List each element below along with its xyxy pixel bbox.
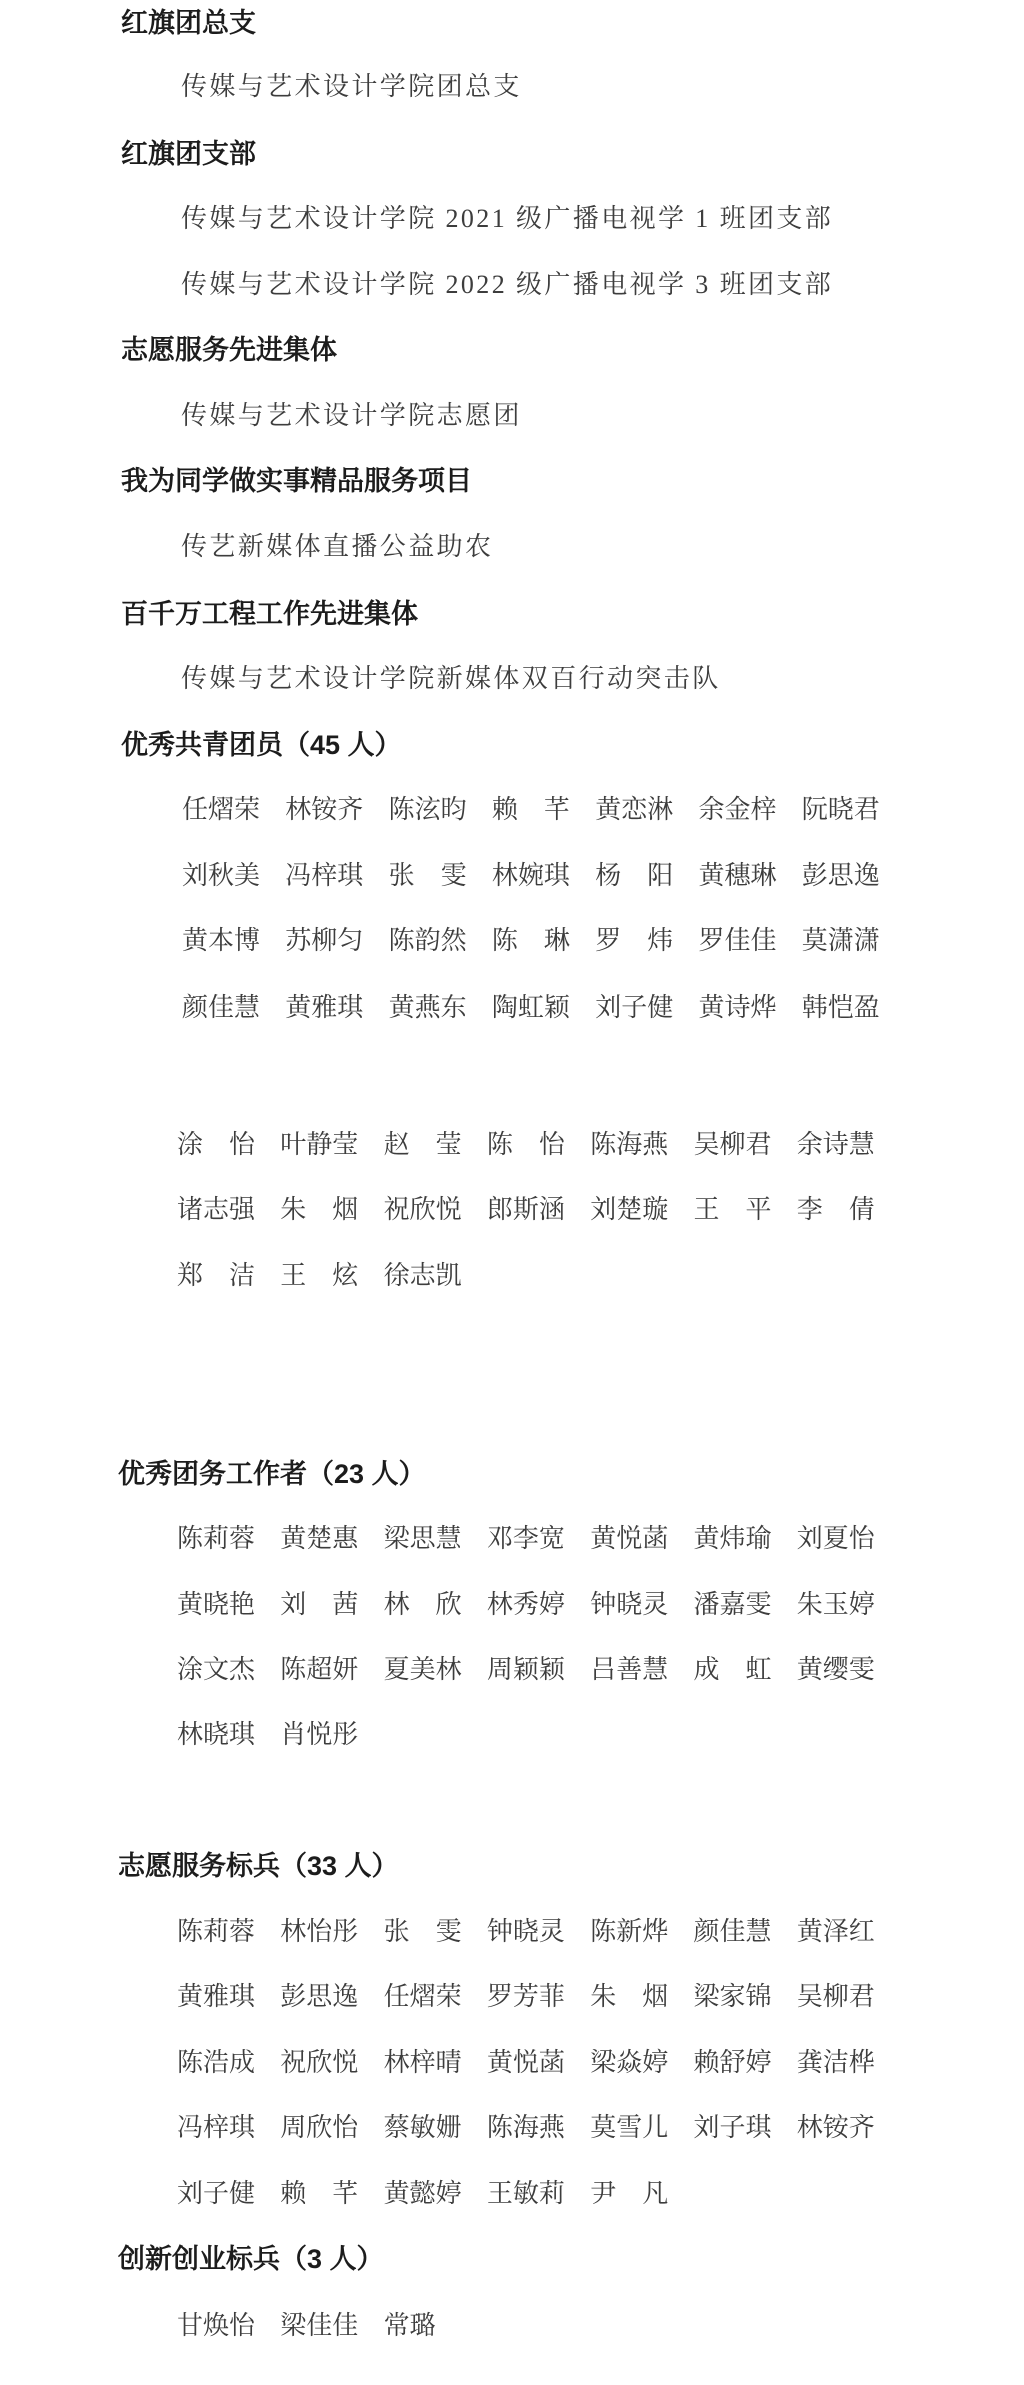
honoree-name: 刘子琪 bbox=[693, 2113, 772, 2142]
honoree-name: 邓李宽 bbox=[486, 1524, 565, 1553]
honoree-name: 张 雯 bbox=[383, 1917, 462, 1946]
honoree-name: 王 平 bbox=[693, 1195, 772, 1224]
honoree-name: 林梓晴 bbox=[383, 2048, 462, 2077]
name-row bbox=[177, 1977, 900, 2017]
honoree-name: 陈海燕 bbox=[486, 2113, 565, 2142]
honoree-name: 罗佳佳 bbox=[698, 926, 777, 955]
section-heading-volunteer-exemplars: 志愿服务标兵（33 人） bbox=[118, 1851, 399, 1881]
name-row bbox=[177, 1715, 384, 1755]
honoree-name: 涂文杰 bbox=[177, 1655, 256, 1684]
honoree-name: 郎斯涵 bbox=[486, 1195, 565, 1224]
honoree-name: 陈莉蓉 bbox=[177, 1917, 256, 1946]
honoree-name: 彭思逸 bbox=[801, 861, 880, 890]
section-heading-outstanding-workers: 优秀团务工作者（23 人） bbox=[118, 1459, 426, 1489]
name-row bbox=[177, 1650, 900, 1690]
honoree-name: 梁家锦 bbox=[693, 1982, 772, 2011]
honoree-name: 林铵齐 bbox=[796, 2113, 875, 2142]
name-row bbox=[182, 856, 905, 896]
honoree-name: 任熠荣 bbox=[383, 1982, 462, 2011]
honoree-name: 赖 芊 bbox=[280, 2179, 359, 2208]
honoree-name: 龚洁桦 bbox=[796, 2048, 875, 2077]
honoree-name: 苏柳匀 bbox=[285, 926, 364, 955]
name-row bbox=[177, 2306, 487, 2346]
honoree-name: 林 欣 bbox=[383, 1590, 462, 1619]
honoree-name: 黄悦菡 bbox=[486, 2048, 565, 2077]
honoree-name: 李 倩 bbox=[796, 1195, 875, 1224]
name-row bbox=[177, 2108, 900, 2148]
honoree-name: 朱 烟 bbox=[280, 1195, 359, 1224]
honoree-name: 钟晓灵 bbox=[590, 1590, 669, 1619]
honoree-name: 杨 阳 bbox=[595, 861, 674, 890]
honoree-name: 梁焱婷 bbox=[590, 2048, 669, 2077]
name-row bbox=[177, 1519, 900, 1559]
honoree-name: 黄穗琳 bbox=[698, 861, 777, 890]
honoree-name: 陈泫昀 bbox=[388, 795, 467, 824]
honoree-name: 张 雯 bbox=[388, 861, 467, 890]
section-heading-innovation-exemplars: 创新创业标兵（3 人） bbox=[118, 2244, 384, 2274]
honoree-name: 吴柳君 bbox=[693, 1130, 772, 1159]
honoree-name: 韩恺盈 bbox=[801, 993, 880, 1022]
honoree-name: 刘楚璇 bbox=[590, 1195, 669, 1224]
honoree-name: 莫潇潇 bbox=[801, 926, 880, 955]
honoree-name: 罗芳菲 bbox=[486, 1982, 565, 2011]
section-item: 传媒与艺术设计学院志愿团 bbox=[181, 401, 522, 430]
honoree-name: 祝欣悦 bbox=[280, 2048, 359, 2077]
honoree-name: 成 虹 bbox=[693, 1655, 772, 1684]
honoree-name: 钟晓灵 bbox=[486, 1917, 565, 1946]
name-row bbox=[177, 2174, 693, 2214]
name-row bbox=[177, 1585, 900, 1625]
honoree-name: 阮晓君 bbox=[801, 795, 880, 824]
section-heading-service-project: 我为同学做实事精品服务项目 bbox=[121, 466, 472, 496]
honoree-name: 叶静莹 bbox=[280, 1130, 359, 1159]
honoree-name: 陈浩成 bbox=[177, 2048, 256, 2077]
honoree-name: 林婉琪 bbox=[491, 861, 570, 890]
honoree-name: 陈超妍 bbox=[280, 1655, 359, 1684]
section-heading-outstanding-members: 优秀共青团员（45 人） bbox=[121, 730, 402, 760]
honoree-name: 黄懿婷 bbox=[383, 2179, 462, 2208]
honoree-name: 黄恋淋 bbox=[595, 795, 674, 824]
honoree-name: 黄晓艳 bbox=[177, 1590, 256, 1619]
section-item: 传媒与艺术设计学院 2021 级广播电视学 1 班团支部 bbox=[181, 204, 834, 233]
honoree-name: 陈 琳 bbox=[491, 926, 570, 955]
name-row bbox=[177, 1912, 900, 1952]
honoree-name: 蔡敏姗 bbox=[383, 2113, 462, 2142]
name-row bbox=[177, 1190, 900, 1230]
honoree-name: 王 炫 bbox=[280, 1261, 359, 1290]
honoree-name: 甘焕怡 bbox=[177, 2311, 256, 2340]
section-heading-volunteer-collective: 志愿服务先进集体 bbox=[121, 335, 337, 365]
name-row bbox=[182, 921, 905, 961]
name-row bbox=[177, 1125, 900, 1165]
section-item: 传媒与艺术设计学院新媒体双百行动突击队 bbox=[181, 664, 721, 693]
honoree-name: 朱 烟 bbox=[590, 1982, 669, 2011]
honoree-name: 赖 芊 bbox=[491, 795, 570, 824]
honoree-name: 郑 洁 bbox=[177, 1261, 256, 1290]
honoree-name: 余诗慧 bbox=[796, 1130, 875, 1159]
honoree-name: 涂 怡 bbox=[177, 1130, 256, 1159]
honoree-name: 刘秋美 bbox=[182, 861, 261, 890]
honoree-name: 林铵齐 bbox=[285, 795, 364, 824]
honoree-name: 陈莉蓉 bbox=[177, 1524, 256, 1553]
section-heading-project-collective: 百千万工程工作先进集体 bbox=[121, 599, 418, 629]
section-item: 传媒与艺术设计学院团总支 bbox=[181, 72, 522, 101]
honoree-name: 赵 莹 bbox=[383, 1130, 462, 1159]
honoree-name: 黄悦菡 bbox=[590, 1524, 669, 1553]
honoree-name: 冯梓琪 bbox=[285, 861, 364, 890]
honoree-name: 黄本博 bbox=[182, 926, 261, 955]
honoree-name: 祝欣悦 bbox=[383, 1195, 462, 1224]
name-row bbox=[182, 988, 905, 1028]
honoree-name: 黄诗烨 bbox=[698, 993, 777, 1022]
honoree-name: 黄楚惠 bbox=[280, 1524, 359, 1553]
honoree-name: 刘 茜 bbox=[280, 1590, 359, 1619]
honoree-name: 常璐 bbox=[383, 2311, 436, 2340]
section-item: 传媒与艺术设计学院 2022 级广播电视学 3 班团支部 bbox=[181, 270, 834, 299]
honoree-name: 黄炜瑜 bbox=[693, 1524, 772, 1553]
honoree-name: 陈韵然 bbox=[388, 926, 467, 955]
honoree-name: 陶虹颖 bbox=[491, 993, 570, 1022]
honoree-name: 陈 怡 bbox=[486, 1130, 565, 1159]
name-row bbox=[182, 790, 905, 830]
honoree-name: 黄缨雯 bbox=[796, 1655, 875, 1684]
honoree-name: 颜佳慧 bbox=[693, 1917, 772, 1946]
honoree-name: 夏美林 bbox=[383, 1655, 462, 1684]
honoree-name: 尹 凡 bbox=[590, 2179, 669, 2208]
honoree-name: 周欣怡 bbox=[280, 2113, 359, 2142]
honoree-name: 周颖颖 bbox=[486, 1655, 565, 1684]
name-row bbox=[177, 2043, 900, 2083]
honoree-name: 颜佳慧 bbox=[182, 993, 261, 1022]
section-heading-red-flag-branch: 红旗团支部 bbox=[121, 139, 256, 169]
honoree-name: 潘嘉雯 bbox=[693, 1590, 772, 1619]
honoree-name: 莫雪儿 bbox=[590, 2113, 669, 2142]
honoree-name: 诸志强 bbox=[177, 1195, 256, 1224]
honoree-name: 吴柳君 bbox=[796, 1982, 875, 2011]
honoree-name: 林怡彤 bbox=[280, 1917, 359, 1946]
honoree-name: 王敏莉 bbox=[486, 2179, 565, 2208]
honoree-name: 刘子健 bbox=[177, 2179, 256, 2208]
honoree-name: 林秀婷 bbox=[486, 1590, 565, 1619]
honoree-name: 黄燕东 bbox=[388, 993, 467, 1022]
honoree-name: 黄雅琪 bbox=[177, 1982, 256, 2011]
honoree-name: 刘夏怡 bbox=[796, 1524, 875, 1553]
name-row bbox=[177, 1256, 487, 1296]
honoree-name: 赖舒婷 bbox=[693, 2048, 772, 2077]
honoree-name: 余金梓 bbox=[698, 795, 777, 824]
honoree-name: 朱玉婷 bbox=[796, 1590, 875, 1619]
honoree-name: 罗 炜 bbox=[595, 926, 674, 955]
honoree-name: 吕善慧 bbox=[590, 1655, 669, 1684]
honoree-name: 彭思逸 bbox=[280, 1982, 359, 2011]
honoree-name: 陈海燕 bbox=[590, 1130, 669, 1159]
honoree-name: 冯梓琪 bbox=[177, 2113, 256, 2142]
honoree-name: 任熠荣 bbox=[182, 795, 261, 824]
honoree-name: 林晓琪 bbox=[177, 1720, 256, 1749]
honoree-name: 肖悦彤 bbox=[280, 1720, 359, 1749]
honoree-name: 黄泽红 bbox=[796, 1917, 875, 1946]
honoree-name: 陈新烨 bbox=[590, 1917, 669, 1946]
honoree-name: 徐志凯 bbox=[383, 1261, 462, 1290]
honoree-name: 梁思慧 bbox=[383, 1524, 462, 1553]
section-item: 传艺新媒体直播公益助农 bbox=[181, 532, 494, 561]
honoree-name: 黄雅琪 bbox=[285, 993, 364, 1022]
section-heading-red-flag-general-branch: 红旗团总支 bbox=[121, 8, 256, 38]
honoree-name: 刘子健 bbox=[595, 993, 674, 1022]
honoree-name: 梁佳佳 bbox=[280, 2311, 359, 2340]
